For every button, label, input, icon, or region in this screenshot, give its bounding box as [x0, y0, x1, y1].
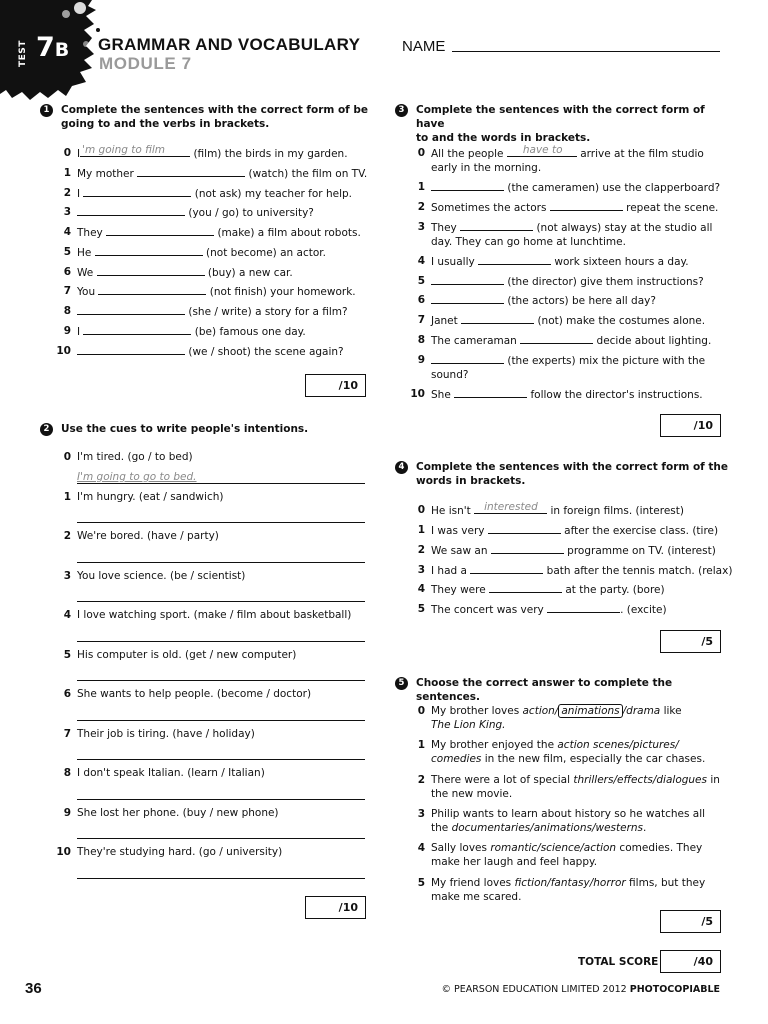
answer-blank[interactable] [137, 166, 245, 177]
list-item: 6 (the actors) be here all day? [417, 294, 656, 307]
answer-blank[interactable] [431, 293, 504, 304]
list-item: 5 The concert was very . (excite) [417, 603, 667, 616]
list-item: 1 (the cameramen) use the clapperboard? [417, 181, 721, 194]
answer-blank[interactable] [431, 274, 504, 285]
list-item: 6 We (buy) a new car. [63, 266, 293, 279]
answer-blank[interactable] [95, 245, 203, 256]
answer-blank[interactable] [83, 186, 191, 197]
list-item: 4 I usually work sixteen hours a day. [417, 255, 689, 268]
list-item: 5 He (not become) an actor. [63, 246, 326, 259]
answer-blank[interactable] [461, 313, 534, 324]
section-1-score-box: /10 [305, 374, 366, 397]
section-number-badge: 4 [395, 461, 408, 474]
list-item: 10 They're studying hard. (go / university) [56, 846, 283, 858]
choice-option[interactable]: fiction/fantasy/horror [514, 877, 626, 889]
answer-blank[interactable]: have to [507, 146, 577, 157]
answer-line[interactable] [77, 838, 365, 839]
answer-blank[interactable] [83, 324, 191, 335]
instruction-line: Complete the sentences with the correct form of the [416, 461, 729, 473]
section-number-badge: 1 [40, 104, 53, 117]
answer-blank[interactable] [488, 523, 561, 534]
section-2-score-box: /10 [305, 896, 366, 919]
section-3-score-box: /10 [660, 414, 721, 437]
section-3-heading [395, 103, 735, 146]
section-5-heading [395, 676, 735, 704]
list-item: 4 They were at the party. (bore) [417, 583, 665, 596]
list-item: 2 We're bored. (have / party) [63, 530, 219, 542]
answer-blank[interactable] [98, 284, 206, 295]
list-item: 8 I don't speak Italian. (learn / Italian) [63, 767, 265, 779]
answer-blank[interactable] [547, 602, 620, 613]
answer-blank[interactable] [470, 563, 543, 574]
section-number-badge: 2 [40, 423, 53, 436]
answer-line[interactable] [77, 641, 365, 642]
total-score-box: /40 [660, 950, 721, 973]
section-5-score-box: /5 [660, 910, 721, 933]
answer-line[interactable] [77, 680, 365, 681]
answer-blank[interactable] [460, 220, 533, 231]
list-item: 1 I was very after the exercise class. (tire) [417, 524, 719, 537]
page-number: 36 [25, 980, 42, 997]
list-item: 0 All the people have to arrive at the film studio early in the morning. [417, 143, 704, 175]
test-label: TEST [18, 40, 28, 68]
list-item: 5 My friend loves fiction/fantasy/horror films, but they make me scared. [417, 877, 706, 904]
instruction-line: going to and the verbs in brackets. [61, 118, 270, 131]
choice-option[interactable]: documentaries/animations/westerns [451, 822, 644, 835]
choice-option[interactable]: action scenes/pictures/ [557, 739, 679, 751]
total-score-label: TOTAL SCORE [578, 956, 659, 968]
copyright-notice: © PEARSON EDUCATION LIMITED 2012 PHOTOCOPIABLE [441, 984, 720, 995]
name-label: NAME [402, 38, 446, 55]
list-item: 5 (the director) give them instructions? [417, 275, 704, 288]
section-number-badge: 5 [395, 677, 408, 690]
list-item: 2 We saw an programme on TV. (interest) [417, 544, 716, 557]
list-item: 1 I'm hungry. (eat / sandwich) [63, 491, 224, 503]
list-item: 2 Sometimes the actors repeat the scene. [417, 201, 719, 214]
answer-line[interactable] [77, 601, 365, 602]
answer-blank[interactable] [489, 582, 562, 593]
answer-blank[interactable] [431, 353, 504, 364]
list-item: 0 He isn't interested in foreign films. (interest) [417, 500, 684, 517]
selected-choice[interactable]: animations [558, 704, 622, 718]
answer-blank[interactable] [97, 265, 205, 276]
list-item: 2 I (not ask) my teacher for help. [63, 187, 352, 200]
list-item: 9 I (be) famous one day. [63, 325, 306, 338]
answer-blank[interactable] [431, 180, 504, 191]
name-field[interactable] [452, 51, 720, 52]
section-1-heading [40, 103, 380, 131]
list-item: 7 Their job is tiring. (have / holiday) [63, 728, 255, 740]
page-title: GRAMMAR AND VOCABULARY [98, 35, 361, 54]
answer-line[interactable] [77, 799, 365, 800]
list-item: 3 Philip wants to learn about history so he watches all the documentaries/animations/westerns. [417, 808, 706, 835]
list-item: 7 You (not finish) your homework. [63, 285, 356, 298]
instruction-line: to and the words in brackets. [416, 132, 591, 145]
list-item: 3 They (not always) stay at the studio all day. They can go home at lunchtime. [417, 221, 713, 249]
list-item: 1 My brother enjoyed the action scenes/pictures/ comedies in the new film, especially the car chases. [417, 739, 706, 766]
list-item: 8 (she / write) a story for a film? [63, 305, 348, 318]
answer-blank[interactable] [454, 387, 527, 398]
list-item: 5 His computer is old. (get / new computer) [63, 649, 297, 661]
instruction-line: Complete the sentences with the correct form of have [416, 104, 705, 131]
list-item: 0 My brother loves action/ animations /drama like The Lion King. [417, 705, 682, 732]
choice-option[interactable]: romantic/science/action [490, 842, 617, 854]
answer-line[interactable] [77, 562, 365, 563]
answer-blank[interactable] [77, 205, 185, 216]
choice-option[interactable]: comedies [431, 753, 482, 766]
test-number: 7B [36, 32, 70, 63]
answer-line[interactable] [77, 483, 365, 484]
answer-line[interactable] [77, 522, 365, 523]
example-answer: I'm going to go to bed. [77, 471, 197, 483]
answer-blank[interactable] [77, 304, 185, 315]
section-2-heading [40, 422, 380, 436]
instruction-line: Use the cues to write people's intentions. [61, 423, 309, 435]
list-item: 6 She wants to help people. (become / doctor) [63, 688, 312, 700]
list-item: 2 There were a lot of special thrillers/effects/dialogues in the new movie. [417, 774, 720, 801]
list-item: 0 I'm tired. (go / to bed) [63, 451, 193, 463]
choice-option[interactable]: /drama [622, 705, 661, 717]
list-item: 8 The cameraman decide about lighting. [417, 334, 712, 347]
instruction-line: Choose the correct answer to complete the sentences. [416, 677, 673, 704]
list-item: 4 They (make) a film about robots. [63, 226, 361, 239]
list-item: 0 I 'm going to film (film) the birds in my garden. [63, 143, 348, 160]
section-number-badge: 3 [395, 104, 408, 117]
choice-option[interactable]: thrillers/effects/dialogues [573, 774, 707, 786]
answer-blank[interactable]: interested [474, 503, 547, 514]
list-item: 4 I love watching sport. (make / film about basketball) [63, 609, 352, 621]
answer-blank[interactable]: 'm going to film [80, 146, 190, 157]
list-item: 7 Janet (not) make the costumes alone. [417, 314, 706, 327]
section-4-heading [395, 460, 735, 488]
answer-line[interactable] [77, 759, 365, 760]
list-item: 1 My mother (watch) the film on TV. [63, 167, 368, 180]
list-item: 3 You love science. (be / scientist) [63, 570, 246, 582]
list-item: 10 (we / shoot) the scene again? [56, 345, 344, 358]
instruction-line: words in brackets. [416, 475, 526, 488]
answer-blank[interactable] [478, 254, 551, 265]
answer-blank[interactable] [77, 344, 185, 355]
section-4-score-box: /5 [660, 630, 721, 653]
list-item: 3 (you / go) to university? [63, 206, 314, 219]
list-item: 9 (the experts) mix the picture with the sound? [417, 354, 706, 382]
answer-blank[interactable] [491, 543, 564, 554]
answer-blank[interactable] [106, 225, 214, 236]
instruction-line: Complete the sentences with the correct form of be [61, 104, 369, 116]
list-item: 10 She follow the director's instructions. [410, 388, 703, 401]
answer-line[interactable] [77, 878, 365, 879]
answer-blank[interactable] [520, 333, 593, 344]
list-item: 9 She lost her phone. (buy / new phone) [63, 807, 279, 819]
list-item: 4 Sally loves romantic/science/action comedies. They make her laugh and feel happy. [417, 842, 703, 869]
list-item: 3 I had a bath after the tennis match. (relax) [417, 564, 733, 577]
module-label: MODULE 7 [99, 54, 192, 73]
answer-line[interactable] [77, 720, 365, 721]
answer-blank[interactable] [550, 200, 623, 211]
choice-option[interactable]: action/ [522, 705, 559, 717]
